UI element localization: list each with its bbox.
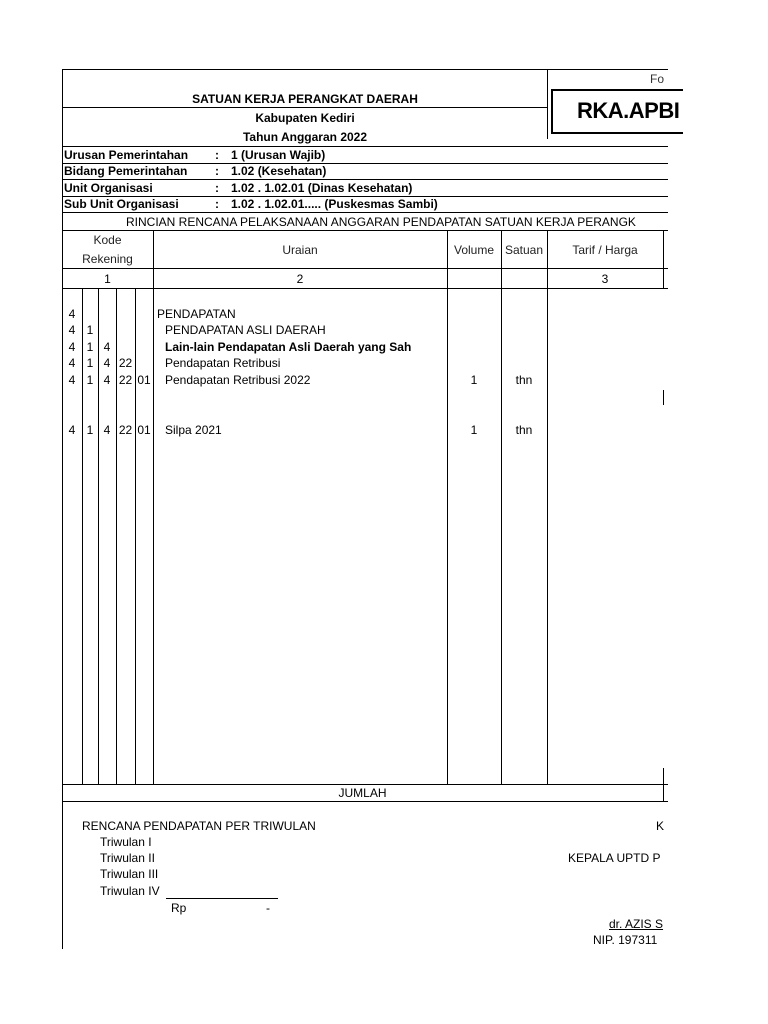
- volume-cell: 1: [470, 423, 478, 437]
- triwulan-item: Triwulan I: [100, 835, 152, 849]
- column-number-1: 1: [104, 272, 111, 286]
- table-row: [62, 307, 662, 322]
- form-label: Fo: [650, 72, 665, 86]
- uraian-cell: Pendapatan Retribusi 2022: [165, 373, 311, 387]
- uraian-cell: Lain-lain Pendapatan Asli Daerah yang Sah: [165, 340, 412, 354]
- tahun-anggaran-label: Tahun Anggaran 2022: [242, 130, 368, 144]
- triwulan-item: Triwulan III: [100, 867, 159, 881]
- table-row: [62, 423, 662, 438]
- kode-3: 4: [103, 423, 111, 437]
- section-title: RINCIAN RENCANA PELAKSANAAN ANGGARAN PENDAPATAN SATUAN KERJA PERANGK: [126, 215, 636, 229]
- kode-1: 4: [68, 356, 76, 370]
- satuan-cell: thn: [515, 373, 533, 387]
- triwulan-item: Triwulan IV: [100, 884, 160, 898]
- table-row: [62, 356, 662, 371]
- table-row: [62, 373, 662, 388]
- signature-nip: NIP. 197311: [593, 933, 658, 947]
- satuan-cell: thn: [515, 423, 533, 437]
- satuan-header: Satuan: [504, 243, 544, 257]
- column-number-3: 3: [601, 272, 609, 286]
- kabupaten-label: Kabupaten Kediri: [255, 111, 355, 125]
- uraian-header: Uraian: [282, 243, 318, 257]
- uraian-cell: Silpa 2021: [165, 423, 222, 437]
- subunit-sep: :: [215, 197, 219, 211]
- kode-3: 4: [103, 373, 111, 387]
- uraian-cell: PENDAPATAN ASLI DAERAH: [165, 323, 326, 337]
- tarif-header: Tarif / Harga: [572, 243, 638, 257]
- triwulan-title: RENCANA PENDAPATAN PER TRIWULAN: [82, 819, 316, 833]
- kode-2: 1: [86, 423, 94, 437]
- kode-5: 01: [137, 423, 151, 437]
- signature-place: K: [656, 819, 665, 833]
- urusan-sep: :: [215, 148, 219, 162]
- kode-4: 22: [118, 373, 133, 387]
- kode-3: 4: [103, 356, 111, 370]
- page-title: SATUAN KERJA PERANGKAT DAERAH: [192, 92, 418, 106]
- form-code-box: [551, 89, 683, 134]
- kode-header: Kode: [93, 233, 122, 247]
- kode-2: 1: [86, 373, 94, 387]
- kode-1: 4: [68, 340, 76, 354]
- table-row: [62, 323, 662, 338]
- jumlah-label: JUMLAH: [338, 786, 387, 800]
- unit-sep: :: [215, 181, 219, 195]
- volume-cell: 1: [470, 373, 478, 387]
- kode-1: 4: [68, 307, 76, 321]
- kode-2: 1: [86, 323, 94, 337]
- table-row: [62, 340, 662, 355]
- subunit-label: Sub Unit Organisasi: [64, 197, 179, 211]
- kode-1: 4: [68, 423, 76, 437]
- kode-1: 4: [68, 323, 76, 337]
- bidang-value: 1.02 (Kesehatan): [231, 164, 327, 178]
- urusan-label: Urusan Pemerintahan: [64, 148, 189, 162]
- rekening-header: Rekening: [82, 252, 133, 266]
- rp-value: -: [266, 901, 270, 915]
- bidang-label: Bidang Pemerintahan: [64, 164, 188, 178]
- kode-4: 22: [118, 356, 133, 370]
- kode-5: 01: [137, 373, 151, 387]
- rp-label: Rp: [171, 901, 187, 915]
- form-code: RKA.APBI: [577, 98, 680, 123]
- kode-1: 4: [68, 373, 76, 387]
- subunit-value: 1.02 . 1.02.01..... (Puskesmas Sambi): [231, 197, 438, 211]
- unit-value: 1.02 . 1.02.01 (Dinas Kesehatan): [231, 181, 413, 195]
- kode-4: 22: [118, 423, 133, 437]
- bidang-sep: :: [215, 164, 219, 178]
- signature-position: KEPALA UPTD P: [568, 851, 661, 865]
- kode-2: 1: [86, 356, 94, 370]
- kode-3: 4: [103, 340, 111, 354]
- kode-2: 1: [86, 340, 94, 354]
- triwulan-item: Triwulan II: [100, 851, 155, 865]
- uraian-cell: Pendapatan Retribusi: [165, 356, 281, 370]
- uraian-cell: PENDAPATAN: [157, 307, 236, 321]
- column-number-2: 2: [296, 272, 304, 286]
- unit-label: Unit Organisasi: [64, 181, 153, 195]
- urusan-value: 1 (Urusan Wajib): [231, 148, 326, 162]
- volume-header: Volume: [453, 243, 495, 257]
- signature-name: dr. AZIS S: [609, 917, 664, 931]
